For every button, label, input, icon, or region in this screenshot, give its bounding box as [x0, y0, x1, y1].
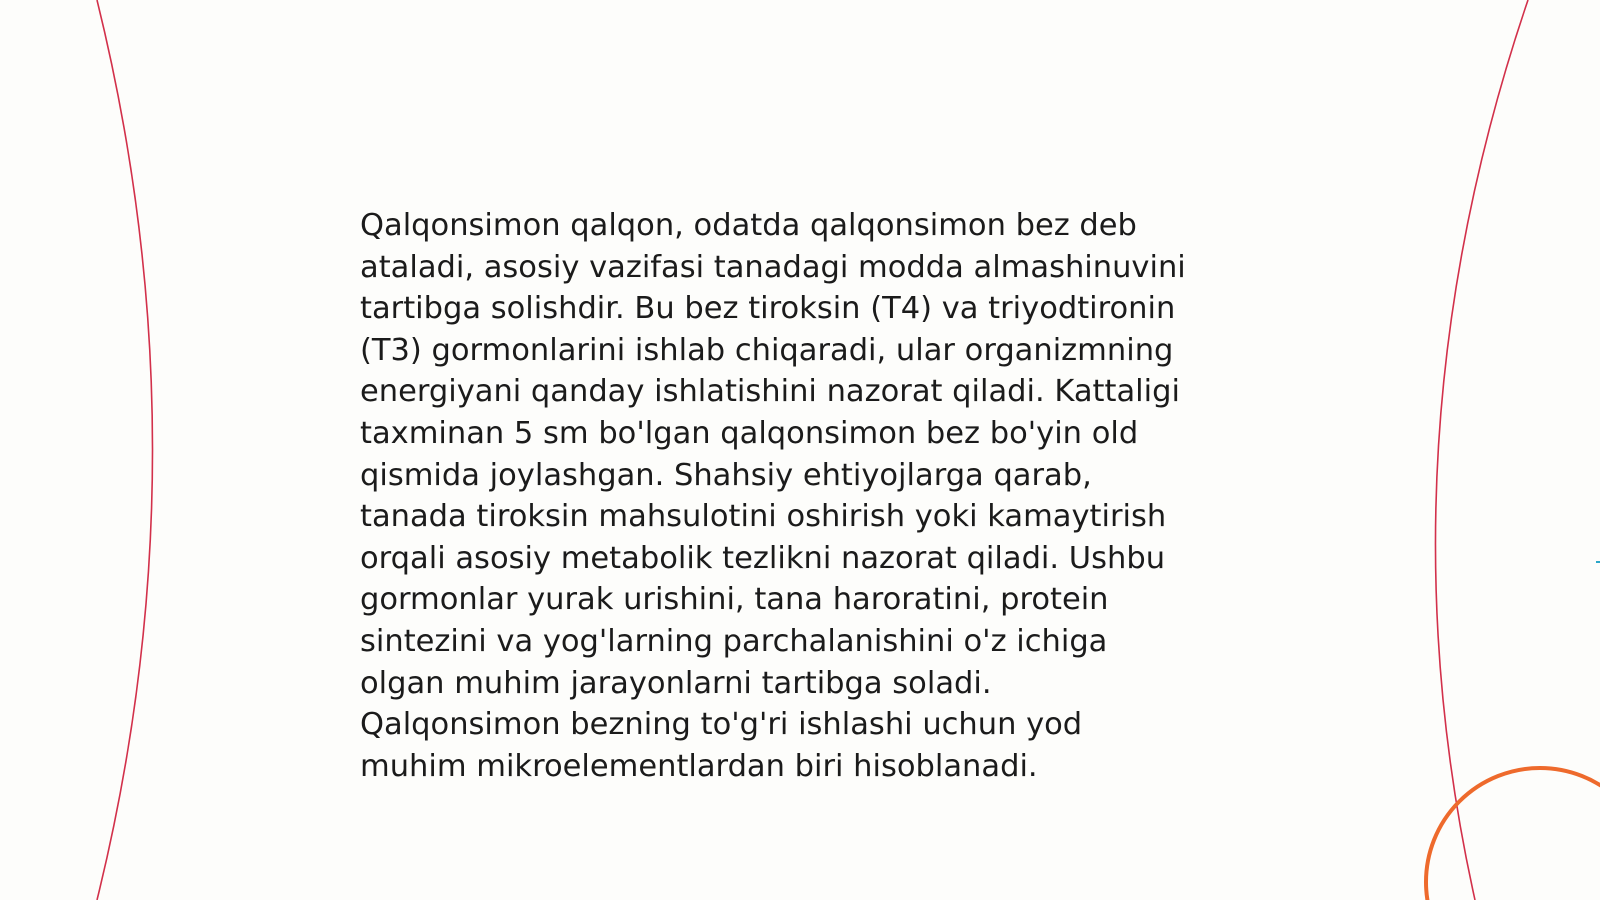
left-arc-line: [97, 0, 153, 900]
paragraph-line: tartibga solishdir. Bu bez tiroksin (T4) va triyodtironin: [360, 291, 1176, 327]
paragraph-line: olgan muhim jarayonlarni tartibga soladi.: [360, 665, 992, 701]
paragraph-line: muhim mikroelementlardan biri hisoblanadi.: [360, 748, 1038, 784]
paragraph-line: energiyani qanday ishlatishini nazorat qiladi. Kattaligi: [360, 374, 1180, 410]
paragraph-line: orqali asosiy metabolik tezlikni nazorat qiladi. Ushbu: [360, 540, 1166, 576]
paragraph-line: sintezini va yog'larning parchalanishini o'z ichiga: [360, 623, 1108, 659]
paragraph-line: qismida joylashgan. Shahsiy ehtiyojlarga qarab,: [360, 457, 1092, 493]
orange-circle-outline: [1426, 768, 1600, 900]
paragraph-line: taxminan 5 sm bo'lgan qalqonsimon bez bo'yin old: [360, 415, 1139, 451]
right-arc-line: [1435, 0, 1528, 900]
paragraph-line: Qalqonsimon qalqon, odatda qalqonsimon bez deb: [360, 208, 1137, 243]
paragraph-line: tanada tiroksin mahsulotini oshirish yoki kamaytirish: [360, 499, 1167, 535]
paragraph-line: (T3) gormonlarini ishlab chiqaradi, ular organizmning: [360, 332, 1174, 368]
paragraph-line: Qalqonsimon bezning to'g'ri ishlashi uchun yod: [360, 707, 1083, 743]
body-paragraph: [360, 205, 1260, 787]
paragraph-line: ataladi, asosiy vazifasi tanadagi modda almashinuvini: [360, 249, 1186, 285]
paragraph-line: gormonlar yurak urishini, tana haroratini, protein: [360, 582, 1109, 618]
